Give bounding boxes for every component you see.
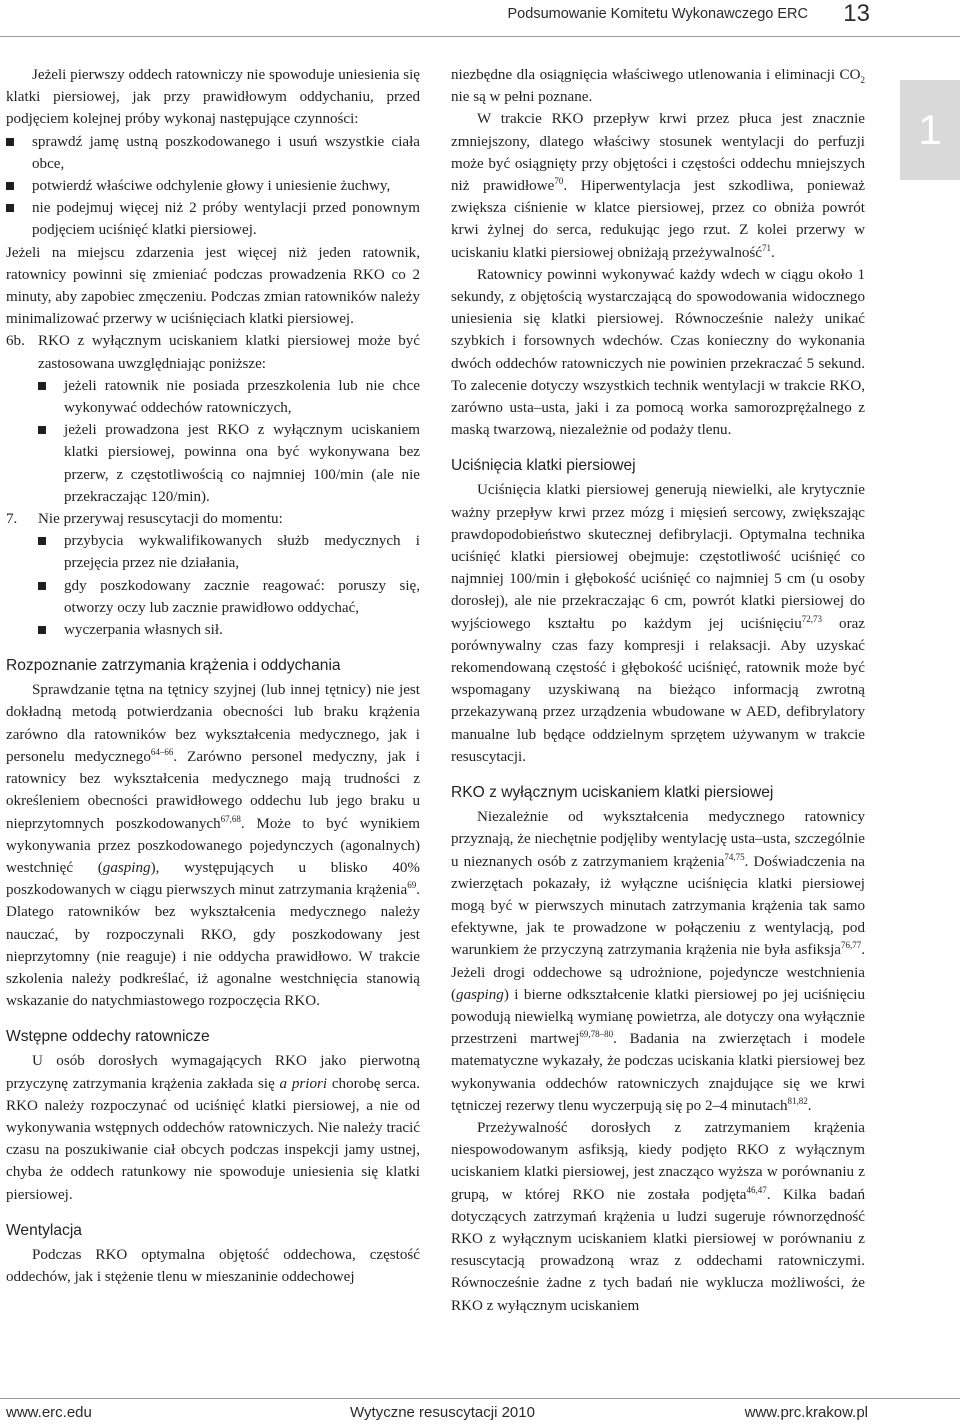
section-heading: Wentylacja <box>6 1221 82 1239</box>
left-column <box>6 64 420 1288</box>
square-bullet-icon <box>38 537 46 545</box>
square-bullet-icon <box>38 582 46 590</box>
square-bullet-icon <box>38 382 46 390</box>
paragraph: Ratownicy powinni wykonywać każdy wdech w ciągu około 1 sekundy, z objętością wystarczającą do spowodowania widocznego uniesienia się klatki piersiowej. Równocześnie należy unikać szybkich i forsownych wdechów. Czas konieczny do wykonania dwóch oddechów ratowniczych nie powinien przekraczać 5 sekund. To zalecenie dotyczy wszystkich technik wentylacji w trakcie RKO, zarówno usta–usta, jaki i za pomocą worka samorozprężalnego z maską twarzową, niezależnie od podaży tlenu. <box>451 266 865 439</box>
paragraph: Jeżeli pierwszy oddech ratowniczy nie spowoduje uniesienia się klatki piersiowej, jak przy prawidłowym oddychaniu, przed podjęciem kolejnej próby wykonaj następujące czynności: <box>6 67 420 128</box>
paragraph: niezbędne dla osiągnięcia właściwego utlenowania i eliminacji $CO_2$ nie są w pełni poznane. <box>451 67 865 106</box>
footer-title: Wytyczne resuscytacji 2010 <box>350 1404 535 1421</box>
list-item: potwierdź właściwe odchylenie głowy i uniesienie żuchwy, <box>6 175 420 197</box>
list-item: jeżeli ratownik nie posiada przeszkolenia lub nie chce wykonywać oddechów ratowniczych, <box>6 375 420 419</box>
paragraph: Jeżeli na miejscu zdarzenia jest więcej niż jeden ratownik, ratownicy powinni się zmieniać podczas prowadzenia RKO co 2 minuty, aby zapobiec zmęczeniu. Podczas zmian ratowników należy minimalizować przerwy w uciśnięciach klatki piersiowej. <box>6 244 420 328</box>
square-bullet-icon <box>6 138 14 146</box>
paragraph: Przeżywalność dorosłych z zatrzymaniem krążenia niespowodowanym asfiksją, kiedy podjęto RKO z wyłącznym uciskaniem klatki piersiowej, jest znacząco wyższa w porównaniu z grupą, w której RKO nie została podjęta$^{46,47}$. Kilka badań dotyczących zatrzymań krążenia u ludzi sugeruje równorzędność RKO z wyłącznym uciskaniem klatki piersiowej w porównaniu z resuscytacją prowadzoną wraz z oddechami ratowniczymi. Równocześnie żadne z tych badań nie wyklucza możliwości, że RKO z wyłącznym uciskaniem <box>451 1119 865 1314</box>
paragraph: Sprawdzanie tętna na tętnicy szyjnej (lub innej tętnicy) nie jest dokładną metodą potwierdzania obecności lub braku krążenia zarówno dla ratowników bez wykształcenia medycznego, jak i personelu medycznego$^{64-66}$. Zarówno personel medyczny, jak i ratownicy bez wykształcenia medycznego mają trudności z określeniem obecności prawidłowego oddechu lub jego braku u nieprzytomnych poszkodowanych$^{67,68}$. Może to być wynikiem wykonywania przez poszkodowanego pojedynczych (agonalnych) westchnięć (gasping), występujących u blisko 40% poszkodowanych w ciągu pierwszych minut zatrzymania krążenia$^{69}$. Dlatego ratowników bez wykształcenia medycznego należy nauczać, by rozpoczynali RKO, gdy poszkodowany jest nieprzytomny (nie reaguje) i nie oddycha prawidłowo. W trakcie szkolenia należy podkreślać, iż agonalne westchnięcia stanowią wskazanie do natychmiastowego rozpoczęcia RKO. <box>6 682 420 1010</box>
paragraph: U osób dorosłych wymagających RKO jako pierwotną przyczynę zatrzymania krążenia zakłada się a priori chorobę serca. RKO należy rozpoczynać od uciśnięć klatki piersiowej, a nie od wykonywania wstępnych oddechów ratowniczych. Nie należy tracić czasu na poszukiwanie ciał obcych podczas inspekcji jamy ustnej, chyba że oddech ratunkowy nie spowoduje uniesienia się klatki piersiowej. <box>6 1053 420 1203</box>
square-bullet-icon <box>38 626 46 634</box>
list-item: gdy poszkodowany zacznie reagować: poruszy się, otworzy oczy lub zacznie prawidłowo oddychać, <box>6 575 420 619</box>
chapter-tab: 1 <box>900 80 960 180</box>
paragraph: W trakcie RKO przepływ krwi przez płuca jest znacznie zmniejszony, dlatego właściwy stosunek wentylacji do perfuzji może być osiągnięty przy objętości i częstości oddechu mniejszych niż prawidłowe$^{70}$. Hiperwentylacja jest szkodliwa, ponieważ zwiększa ciśnienie w klatce piersiowej, przez co obniża powrót krwi żylnej do serca, redukując jego rzut. Z kolei przerwy w uciskaniu klatki piersiowej obniżają przeżywalność$^{71}$. <box>451 111 866 261</box>
bullet-list <box>6 375 420 508</box>
section-heading: Uciśnięcia klatki piersiowej <box>451 457 636 475</box>
list-item: przybycia wykwalifikowanych służb medycznych i przejęcia przez nie działania, <box>6 530 420 574</box>
paragraph: Podczas RKO optymalna objętość oddechowa, częstość oddechów, jak i stężenie tlenu w mieszaninie oddechowej <box>6 1246 420 1285</box>
list-item: jeżeli prowadzona jest RKO z wyłącznym uciskaniem klatki piersiowej, powinna ona być wykonywana bez przerw, z częstotliwością co najmniej 100/min (ale nie przekraczając 120/min). <box>6 419 420 508</box>
square-bullet-icon <box>38 426 46 434</box>
page-number: 13 <box>843 0 870 27</box>
bullet-list <box>6 530 420 641</box>
numbered-item-6b: 6b. RKO z wyłącznym uciskaniem klatki piersiowej może być zastosowana uwzględniając poniższe: <box>6 333 420 372</box>
footer-divider <box>0 1398 960 1399</box>
section-heading: Rozpoznanie zatrzymania krążenia i oddychania <box>6 657 341 675</box>
section-heading: RKO z wyłącznym uciskaniem klatki piersiowej <box>451 784 774 802</box>
paragraph: Niezależnie od wykształcenia medycznego ratownicy przyznają, że niechętnie podjęliby wentylację usta–usta, szczególnie u nieznanych osób z zatrzymaniem krążenia$^{74,75}$. Doświadczenia na zwierzętach pokazały, iż wyłączne uciśnięcia klatki piersiowej mogą być w pierwszych minutach zatrzymania krążenia tak samo efektywne, jak te prowadzone w połączeniu z wentylacją, pod warunkiem że przyczyną zatrzymania krążenia nie była asfiksja$^{76,77}$. Jeżeli drogi oddechowe są udrożnione, pojedyncze westchnienia (gasping) i bierne odkształcenie klatki piersiowej po jej uciśnięciu powodują niewielką wymianę powietrza, ale dotyczy ona wyłącznie przestrzeni martwej$^{69,78-80}$. Badania na zwierzętach i modele matematyczne wykazały, że podczas uciskania klatki piersiowej bez wykonywania oddechów ratowniczych znajdujące się we krwi tętniczej rezerwy tlenu wyczerpują się po 2–4 minutach$^{81,82}$. <box>451 809 866 1114</box>
right-column <box>451 64 865 1317</box>
square-bullet-icon <box>6 204 14 212</box>
section-heading: Wstępne oddechy ratownicze <box>6 1028 210 1046</box>
bullet-list <box>6 131 420 242</box>
list-item: sprawdź jamę ustną poszkodowanego i usuń wszystkie ciała obce, <box>6 131 420 175</box>
footer-left-url: www.erc.edu <box>6 1404 92 1421</box>
header-divider <box>0 36 960 37</box>
list-item: nie podejmuj więcej niż 2 próby wentylacji przed ponownym podjęciem uciśnięć klatki piersiowej. <box>6 197 420 241</box>
square-bullet-icon <box>6 182 14 190</box>
paragraph: Uciśnięcia klatki piersiowej generują niewielki, ale krytycznie ważny przepływ krwi przez mózg i mięsień sercowy, zwiększając prawdopodobieństwo skutecznej defibrylacji. Optymalna technika uciśnięć klatki piersiowej obejmuje: częstotliwość uciśnięć co najmniej 100/min i głębokość uciśnięć co najmniej 5 cm (u osoby dorosłej), ale nie przekraczając 6 cm, powrót klatki piersiowej do wyjściowego kształtu po każdym jej uciśnięciu$^{72,73}$ oraz porównywalny czas fazy kompresji i relaksacji. Aby uzyskać rekomendowaną częstość i głębokość uciśnięć, ratownik może być wspomagany uzyskiwaną na bieżąco informacją zwrotną przekazywaną przez urządzenia wbudowane w AED, defibrylatory manualne lub będące oddzielnym sprzętem używanym w trakcie resuscytacji. <box>451 482 865 765</box>
numbered-item-7: 7. Nie przerywaj resuscytacji do momentu: <box>6 511 283 528</box>
running-header-title: Podsumowanie Komitetu Wykonawczego ERC <box>507 6 808 22</box>
list-item: wyczerpania własnych sił. <box>6 619 420 641</box>
footer-right-url: www.prc.krakow.pl <box>744 1404 868 1421</box>
